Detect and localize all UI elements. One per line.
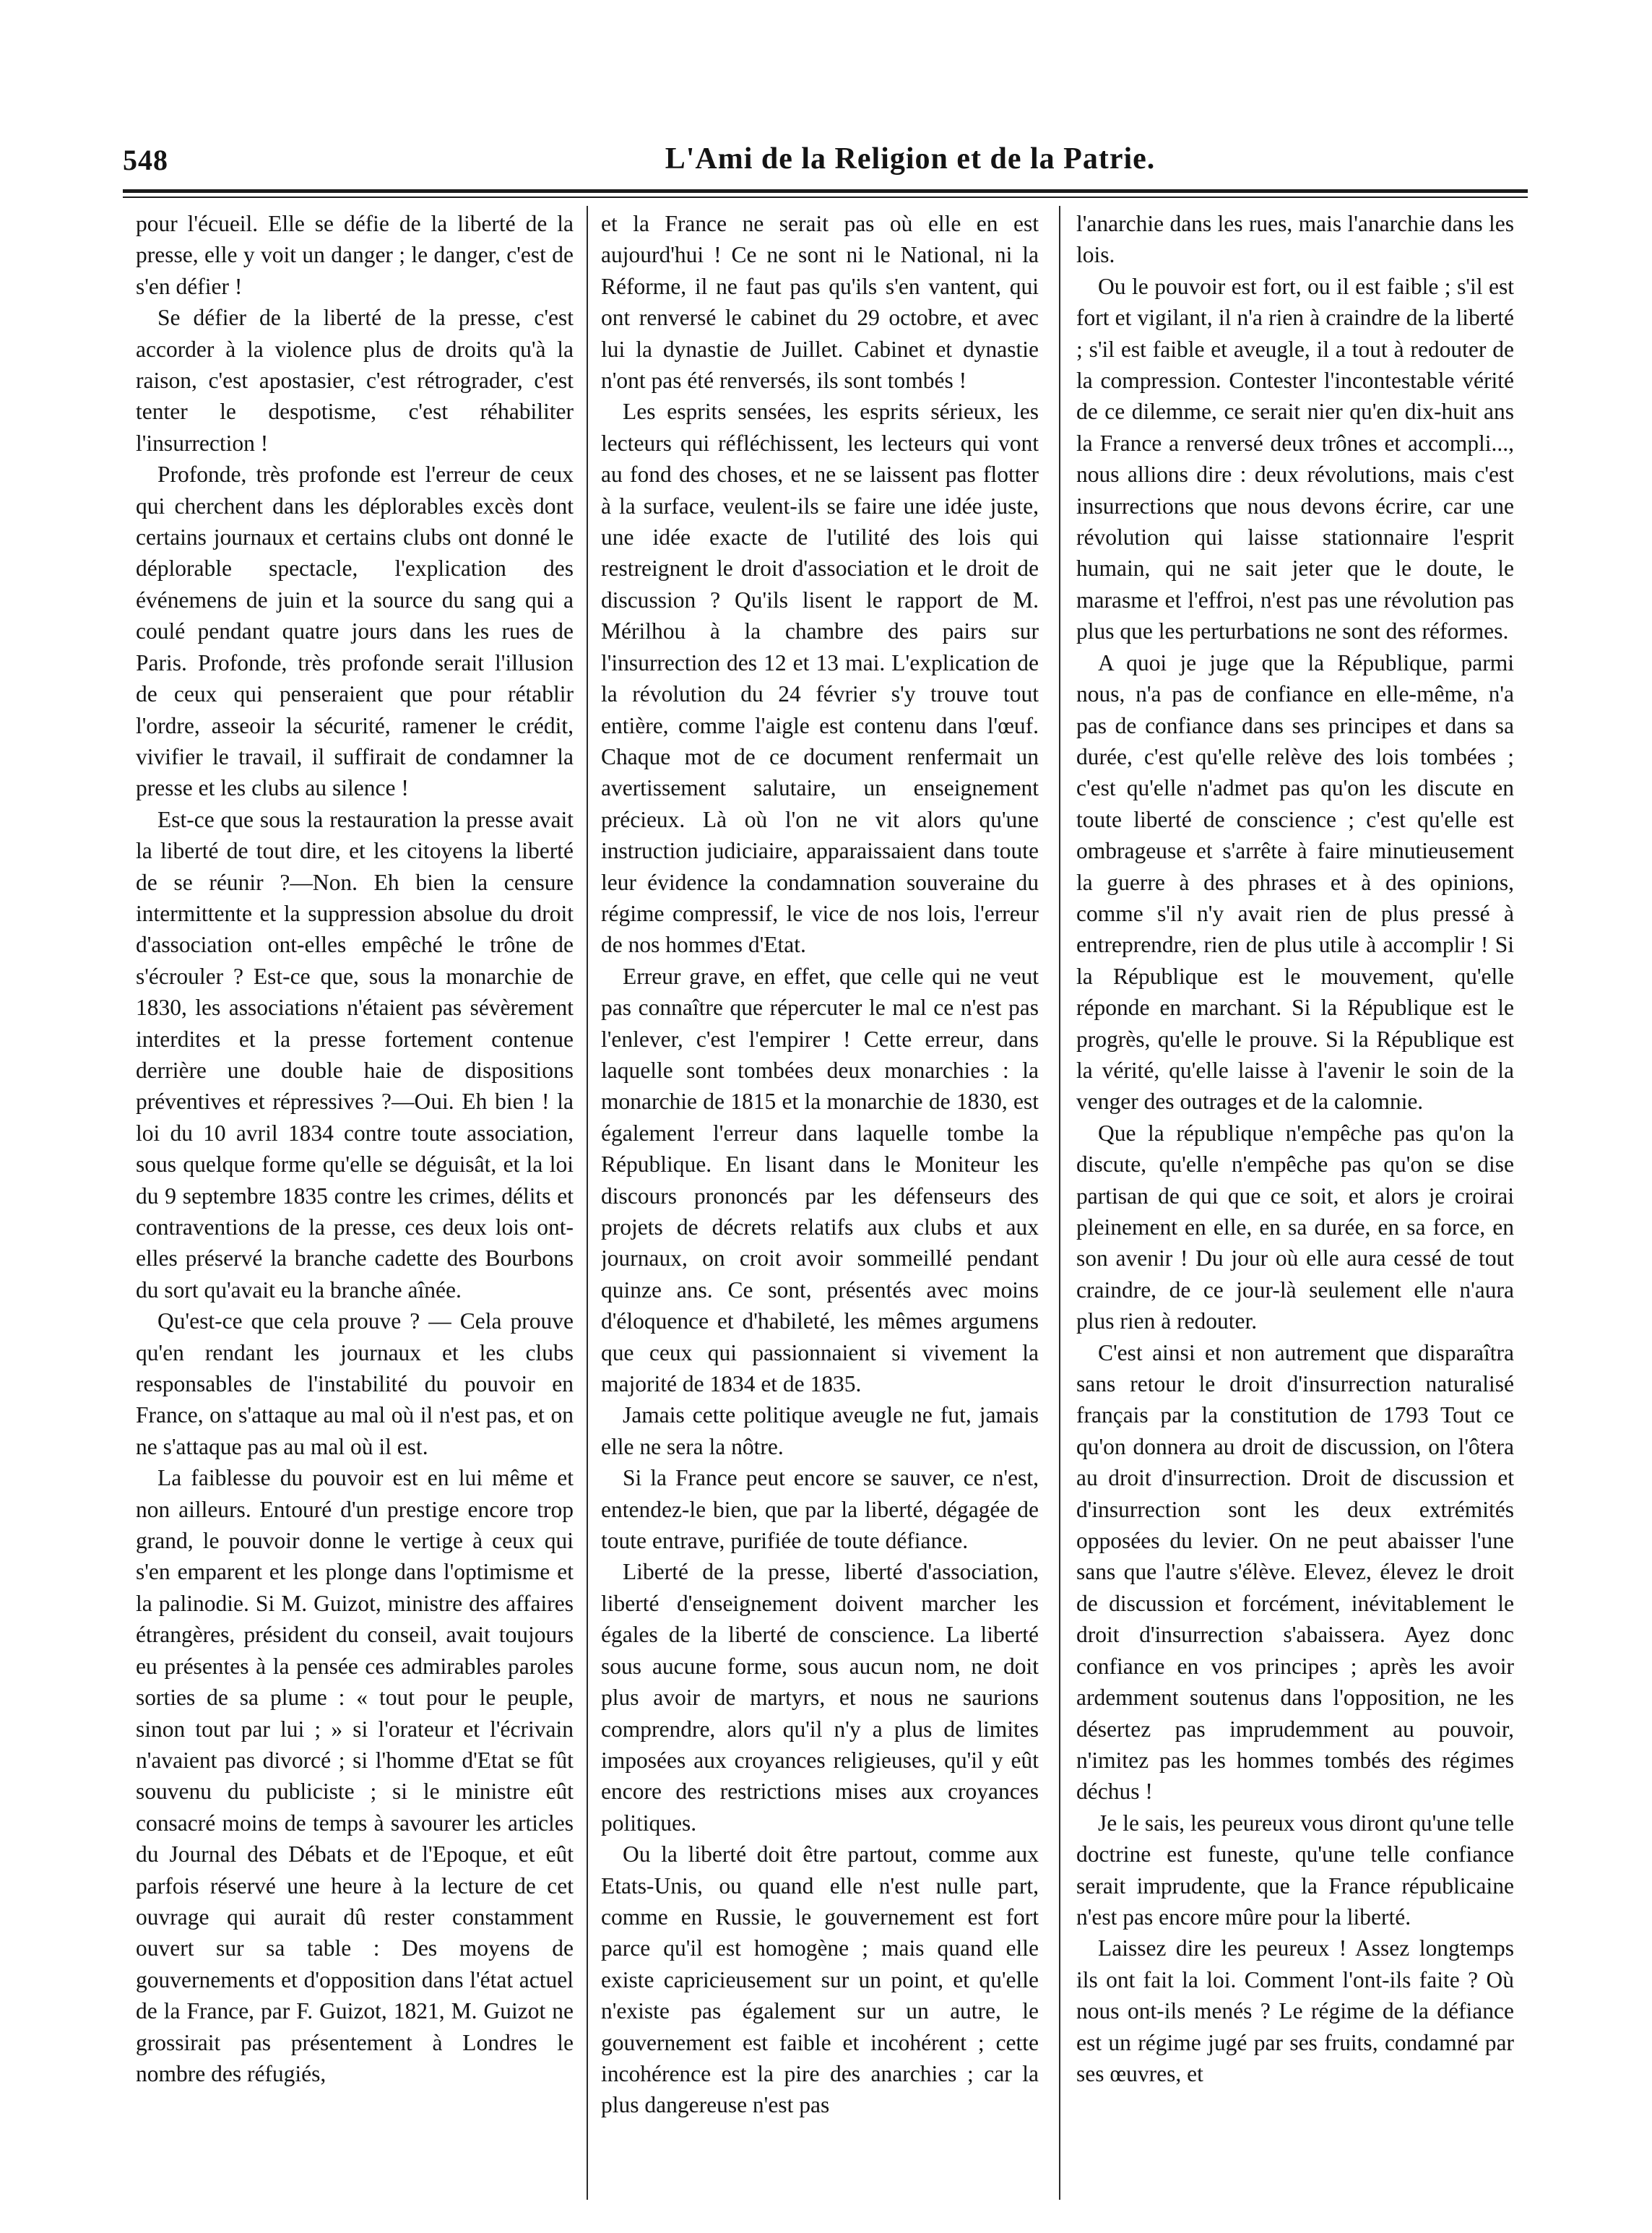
paragraph: Liberté de la presse, liberté d'association, liberté d'enseignement doivent marcher les égales de la liberté de conscience. La liberté sous aucune forme, sous aucun nom, ne doit plus avoir de martyrs, et nous ne saurions comprendre, alors qu'il n'y a plus de limites imposées aux croyances religieuses, qu'il y eût encore des restrictions mises aux croyances politiques. [601, 1559, 1039, 1836]
paragraph: l'anarchie dans les rues, mais l'anarchie dans les lois. [1076, 211, 1514, 268]
column-1 [136, 208, 574, 2209]
column-divider-1 [587, 206, 588, 2200]
journal-title: L'Ami de la Religion et de la Patrie. [665, 142, 1156, 176]
page-number: 548 [123, 144, 168, 176]
paragraph: C'est ainsi et non autrement que disparaîtra sans retour le droit d'insurrection naturalisé français par la constitution de 1793 Tout ce qu'on donnera au droit de discussion, on l'ôtera au droit d'insurrection. Droit de discussion et d'insurrection sont les deux extrémités opposées du levier. On ne peut abaisser l'une sans que l'autre s'élève. Elevez, élevez le droit de discussion et forcément, inévitablement le droit d'insurrection s'abaissera. Ayez donc confiance en vos principes ; après les avoir ardemment soutenus dans l'opposition, ne les désertez pas imprudemment au pouvoir, n'imitez pas les hommes tombés des régimes déchus ! [1076, 1339, 1514, 1805]
column-3 [1076, 208, 1514, 2209]
paragraph: Que la république n'empêche pas qu'on la discute, qu'elle n'empêche pas qu'on se dise partisan de qui que ce soit, et alors je croirai pleinement en elle, en sa durée, en sa force, en son avenir ! Du jour où elle aura cessé de tout craindre, de ce jour-là seulement elle n'aura plus rien à redouter. [1076, 1120, 1514, 1334]
paragraph: Est-ce que sous la restauration la presse avait la liberté de tout dire, et les citoyens la liberté de se réunir ?—Non. Eh bien la censure intermittente et la suppression absolue du droit d'association ont-elles empêché le trône de s'écrouler ? Est-ce que, sous la monarchie de 1830, les associations n'étaient pas sévèrement interdites et la presse fortement contenue derrière une double haie de dispositions préventives et répressives ?—Oui. Eh bien ! la loi du 10 avril 1834 contre toute association, sous quelque forme qu'elle se déguisât, et la loi du 9 septembre 1835 contre les crimes, délits et contraventions de la presse, ces deux lois ont-elles préservé la branche cadette des Bourbons du sort qu'avait eu la branche aînée. [136, 806, 574, 1303]
paragraph: Laissez dire les peureux ! Assez longtemps ils ont fait la loi. Comment l'ont-ils faite ? Où nous ont-ils menés ? Le régime de la défiance est un régime jugé par ses fruits, condamné par ses œuvres, et [1076, 1935, 1514, 2086]
paragraph: Je le sais, les peureux vous diront qu'une telle doctrine est funeste, qu'une telle confiance serait imprudente, que la France républicaine n'est pas encore mûre pour la liberté. [1076, 1810, 1514, 1930]
paragraph: et la France ne serait pas où elle en est aujourd'hui ! Ce ne sont ni le National, ni la Réforme, il ne faut pas qu'ils s'en vantent, qui ont renversé le cabinet du 29 octobre, et avec lui la dynastie de Juillet. Cabinet et dynastie n'ont pas été renversés, ils sont tombés ! [601, 211, 1039, 394]
header-rule-thin [123, 196, 1528, 198]
paragraph: Se défier de la liberté de la presse, c'est accorder à la violence plus de droits qu'à la raison, c'est apostasier, c'est rétrograder, c'est tenter le despotisme, c'est réhabiliter l'insurrection ! [136, 305, 574, 456]
paragraph: Ou le pouvoir est fort, ou il est faible ; s'il est fort et vigilant, il n'a rien à craindre de la liberté ; s'il est faible et aveugle, il a tout à redouter de la compression. Contester l'incontestable vérité de ce dilemme, ce serait nier qu'en dix-huit ans la France a renversé deux trônes et accompli..., nous allions dire : deux révolutions, mais c'est insurrections que nous devons écrire, car une révolution qui laisse stationnaire l'esprit humain, qui ne sait jeter que le doute, le marasme et l'effroi, n'est pas une révolution pas plus que les perturbations ne sont des réformes. [1076, 273, 1514, 644]
paragraph: pour l'écueil. Elle se défie de la liberté de la presse, elle y voit un danger ; le danger, c'est de s'en défier ! [136, 211, 574, 299]
header-rule-thick [123, 189, 1528, 193]
paragraph: A quoi je juge que la République, parmi nous, n'a pas de confiance en elle-même, n'a pas de confiance dans ses principes et dans sa durée, c'est qu'elle relève des lois tombées ; c'est qu'elle n'admet pas qu'on les discute en toute liberté de conscience ; c'est qu'elle est ombrageuse et s'arrête à faire minutieusement la guerre à des phrases et à des opinions, comme s'il n'y avait rien de plus pressé à entreprendre, rien de plus utile à accomplir ! Si la République est le mouvement, qu'elle réponde en marchant. Si la République est le progrès, qu'elle le prouve. Si la République est la vérité, qu'elle laisse à l'avenir le soin de la venger des outrages et de la calomnie. [1076, 649, 1514, 1115]
column-divider-2 [1059, 206, 1060, 2200]
paragraph: Ou la liberté doit être partout, comme aux Etats-Unis, ou quand elle n'est nulle part, comme en Russie, le gouvernement est fort parce qu'il est homogène ; mais quand elle existe capricieusement sur un point, et qu'elle n'existe pas également sur un autre, le gouvernement est faible et incohérent ; cette incohérence est la pire des anarchies ; car la plus dangereuse n'est pas [601, 1841, 1039, 2118]
paragraph: Profonde, très profonde est l'erreur de ceux qui cherchent dans les déplorables excès dont certains journaux et certains clubs ont donné le déplorable spectacle, l'explication des événemens de juin et la source du sang qui a coulé pendant quatre jours dans les rues de Paris. Profonde, très profonde serait l'illusion de ceux qui penseraient que pour rétablir l'ordre, asseoir la sécurité, ramener le crédit, vivifier le travail, il suffirait de condamner la presse et les clubs au silence ! [136, 462, 574, 801]
page-header [123, 142, 1524, 185]
column-2 [601, 208, 1039, 2209]
paragraph: Si la France peut encore se sauver, ce n'est, entendez-le bien, que par la liberté, dégagée de toute entrave, purifiée de toute défiance. [601, 1465, 1039, 1554]
paragraph: Erreur grave, en effet, que celle qui ne veut pas connaître que répercuter le mal ce n'est pas l'enlever, c'est l'empirer ! Cette erreur, dans laquelle sont tombées deux monarchies : la monarchie de 1815 et la monarchie de 1830, est également l'erreur dans laquelle tombe la République. En lisant dans le Moniteur les discours prononcés par les défenseurs des projets de décrets relatifs aux clubs et aux journaux, on croit avoir sommeillé pendant quinze ans. Ce sont, présentés avec moins d'éloquence et d'habileté, les mêmes argumens que ceux qui passionnaient si vivement la majorité de 1834 et de 1835. [601, 963, 1039, 1397]
paragraph: Qu'est-ce que cela prouve ? — Cela prouve qu'en rendant les journaux et les clubs responsables de l'instabilité du pouvoir en France, on s'attaque au mal où il n'est pas, et on ne s'attaque pas au mal où il est. [136, 1308, 574, 1459]
paragraph: Jamais cette politique aveugle ne fut, jamais elle ne sera la nôtre. [601, 1402, 1039, 1459]
paragraph: La faiblesse du pouvoir est en lui même et non ailleurs. Entouré d'un prestige encore trop grand, le pouvoir donne le vertige à ceux qui s'en emparent et les plonge dans l'optimisme et la palinodie. Si M. Guizot, ministre des affaires étrangères, président du conseil, avait toujours eu présentes à la pensée ces admirables paroles sorties de sa plume : « tout pour le peuple, sinon tout par lui ; » si l'orateur et l'écrivain n'avaient pas divorcé ; si l'homme d'Etat se fût souvenu du publiciste ; si le ministre eût consacré moins de temps à savourer les articles du Journal des Débats et de l'Epoque, et eût parfois réservé une heure à la lecture de cet ouvrage qui aurait dû rester constamment ouvert sur sa table : Des moyens de gouvernements et d'opposition dans l'état actuel de la France, par F. Guizot, 1821, M. Guizot ne grossirait pas présentement à Londres le nombre des réfugiés, [136, 1465, 574, 2086]
paragraph: Les esprits sensées, les esprits sérieux, les lecteurs qui réfléchissent, les lecteurs qui vont au fond des choses, et ne se laissent pas flotter à la surface, veulent-ils se faire une idée juste, une idée exacte de l'utilité des lois qui restreignent le droit d'association et le droit de discussion ? Qu'ils lisent le rapport de M. Mérilhou à la chambre des pairs sur l'insurrection des 12 et 13 mai. L'explication de la révolution du 24 février s'y trouve tout entière, comme l'aigle est contenu dans l'œuf. Chaque mot de ce document renfermait un avertissement salutaire, un enseignement précieux. Là où l'on ne vit alors qu'une instruction judiciaire, apparaissaient dans toute leur évidence la condamnation souveraine du régime compressif, le vice de nos lois, l'erreur de nos hommes d'Etat. [601, 399, 1039, 958]
